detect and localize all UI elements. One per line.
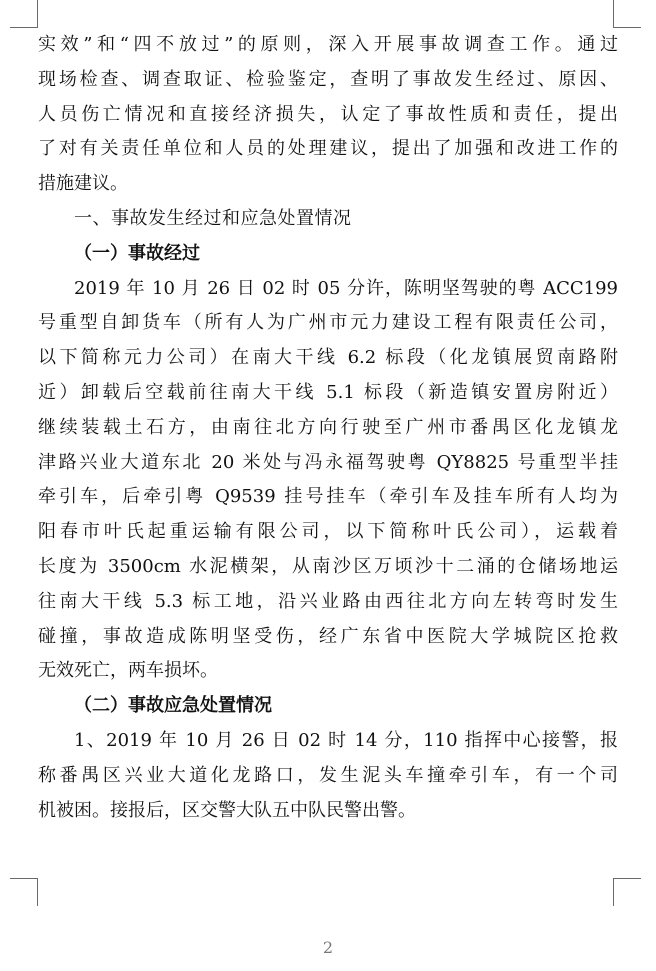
text-line: 机被困。接报后，区交警大队五中队民警出警。 — [38, 799, 416, 821]
crop-mark-top-left — [10, 0, 40, 30]
text-line: 称番禺区兴业大道化龙路口，发生泥头车撞牵引车，有一个司 — [38, 764, 618, 786]
text-line: 了对有关责任单位和人员的处理建议，提出了加强和改进工作的 — [38, 138, 618, 160]
crop-mark-top-right — [612, 0, 642, 30]
text-line: 措施建议。 — [38, 173, 128, 195]
text-line: 1、2019 年 10 月 26 日 02 时 14 分，110 指挥中心接警，报 — [74, 729, 618, 751]
document-body — [38, 28, 618, 828]
page-number: 2 — [322, 938, 334, 957]
text-line: 津路兴业大道东北 20 米处与冯永福驾驶粤 QY8825 号重型半挂 — [38, 451, 618, 473]
text-line: 继续装载土石方，由南往北方向行驶至广州市番禺区化龙镇龙 — [38, 416, 618, 438]
text-line: 2019 年 10 月 26 日 02 时 05 分许，陈明坚驾驶的粤 ACC199 — [74, 277, 618, 299]
text-line: 以下简称元力公司）在南大干线 6.2 标段（化龙镇展贸南路附 — [38, 347, 618, 369]
text-line: 实效”和“四不放过”的原则，深入开展事故调查工作。通过 — [38, 34, 618, 55]
text-line: 近）卸载后空载前往南大干线 5.1 标段（新造镇安置房附近） — [38, 381, 618, 403]
crop-mark-bottom-left — [10, 876, 40, 906]
subsection-heading: （二）事故应急处置情况 — [74, 695, 272, 717]
text-line: 人员伤亡情况和直接经济损失，认定了事故性质和责任，提出 — [38, 103, 618, 125]
text-line: 号重型自卸货车（所有人为广州市元力建设工程有限责任公司， — [38, 312, 618, 334]
text-line: 无效死亡，两车损坏。 — [38, 660, 218, 682]
text-line: 碰撞，事故造成陈明坚受伤，经广东省中医院大学城院区抢救 — [38, 625, 618, 647]
text-line: 阳春市叶氏起重运输有限公司，以下简称叶氏公司），运载着 — [38, 521, 618, 543]
section-heading: 一、事故发生经过和应急处置情况 — [74, 207, 352, 229]
text-line: 往南大干线 5.3 标工地，沿兴业路由西往北方向左转弯时发生 — [38, 590, 618, 612]
text-line: 牵引车，后牵引粤 Q9539 挂号挂车（牵引车及挂车所有人均为 — [38, 486, 618, 508]
subsection-heading: （一）事故经过 — [74, 242, 200, 264]
crop-mark-bottom-right — [612, 876, 642, 906]
text-line: 长度为 3500cm 水泥横架，从南沙区万顷沙十二涌的仓储场地运 — [38, 555, 618, 577]
text-line: 现场检查、调查取证、检验鉴定，查明了事故发生经过、原因、 — [38, 68, 618, 90]
